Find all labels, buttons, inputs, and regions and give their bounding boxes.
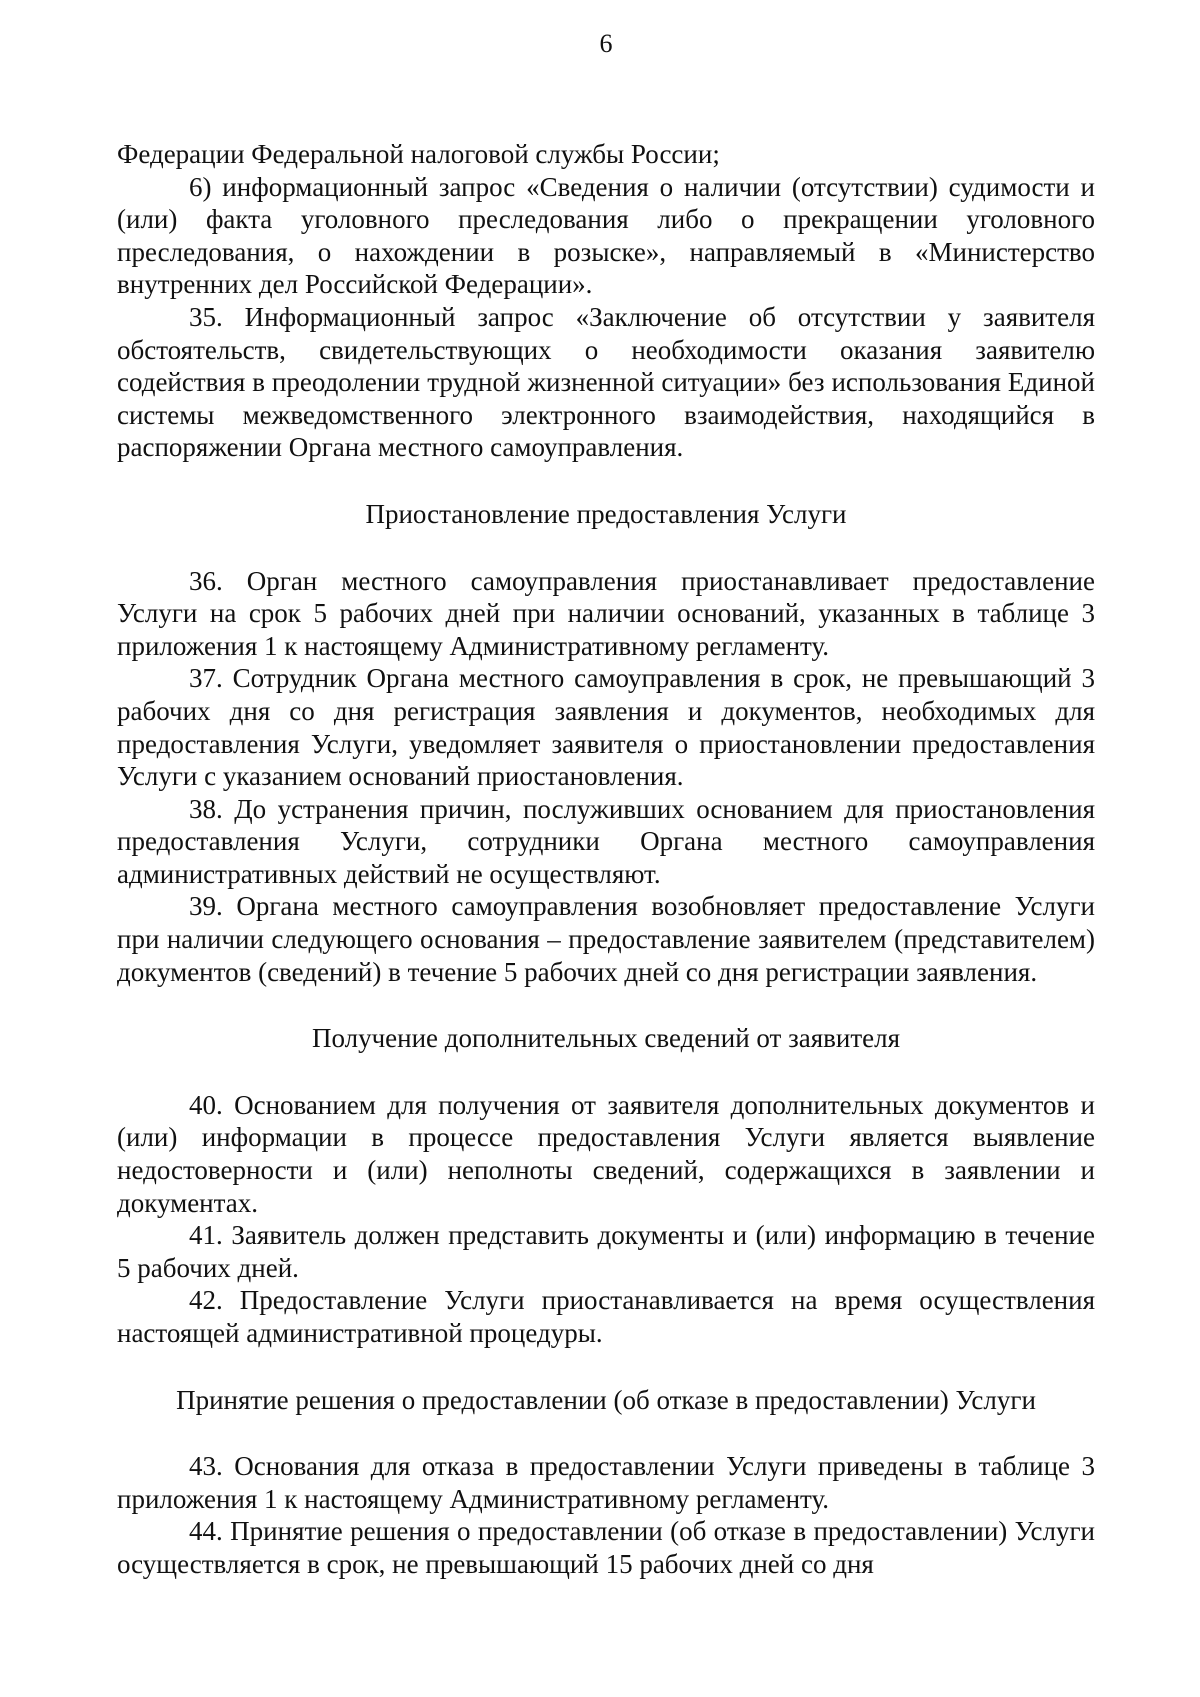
document-page bbox=[117, 28, 1095, 1581]
paragraph-40: 40. Основанием для получения от заявителя дополнительных документов и (или) информации в процессе предоставления Услуги является выявление недостоверности и (или) неполноты сведений, содержащихся в заявлении и документах. bbox=[117, 1089, 1095, 1218]
section-heading-decision: Принятие решения о предоставлении (об отказе в предоставлении) Услуги bbox=[176, 1384, 1036, 1415]
section-heading-additional-info: Получение дополнительных сведений от заявителя bbox=[311, 1023, 901, 1054]
paragraph-35: 35. Информационный запрос «Заключение об отсутствии у заявителя обстоятельств, свидетельствующих о необходимости оказания заявителю содействия в преодолении трудной жизненной ситуации» без использования Единой системы межведомственного электронного взаимодействия, находящийся в распоряжении Органа местного самоуправления. bbox=[117, 301, 1095, 463]
paragraph-42: 42. Предоставление Услуги приостанавливается на время осуществления настоящей административной процедуры. bbox=[117, 1285, 1095, 1348]
paragraph-38: 38. До устранения причин, послуживших основанием для приостановления предоставления Услуги, сотрудники Органа местного самоуправления административных действий не осуществляют. bbox=[117, 793, 1095, 889]
page-number: 6 bbox=[599, 29, 613, 58]
paragraph-continuation: Федерации Федеральной налоговой службы России; bbox=[117, 139, 720, 169]
paragraph-44: 44. Принятие решения о предоставлении (об отказе в предоставлении) Услуги осуществляется в срок, не превышающий 15 рабочих дней со дня bbox=[117, 1516, 1095, 1579]
paragraph-39: 39. Органа местного самоуправления возобновляет предоставление Услуги при наличии следующего основания – предоставление заявителем (представителем) документов (сведений) в течение 5 рабочих дней со дня регистрации заявления. bbox=[117, 891, 1095, 987]
paragraph-41: 41. Заявитель должен представить документы и (или) информацию в течение 5 рабочих дней. bbox=[117, 1220, 1095, 1283]
paragraph-37: 37. Сотрудник Органа местного самоуправления в срок, не превышающий 3 рабочих дня со дня регистрация заявления и документов, необходимых для предоставления Услуги, уведомляет заявителя о приостановлении предоставления Услуги с указанием оснований приостановления. bbox=[117, 663, 1095, 792]
paragraph-item-6: 6) информационный запрос «Сведения о наличии (отсутствии) судимости и (или) факта уголовного преследования либо о прекращении уголовного преследования, о нахождении в розыске», направляемый в «Министерство внутренних дел Российской Федерации». bbox=[117, 171, 1095, 300]
paragraph-36: 36. Орган местного самоуправления приостанавливает предоставление Услуги на срок 5 рабочих дней при наличии оснований, указанных в таблице 3 приложения 1 к настоящему Административному регламенту. bbox=[117, 565, 1095, 661]
section-heading-suspension: Приостановление предоставления Услуги bbox=[365, 498, 847, 529]
paragraph-43: 43. Основания для отказа в предоставлении Услуги приведены в таблице 3 приложения 1 к настоящему Административному регламенту. bbox=[117, 1451, 1095, 1514]
